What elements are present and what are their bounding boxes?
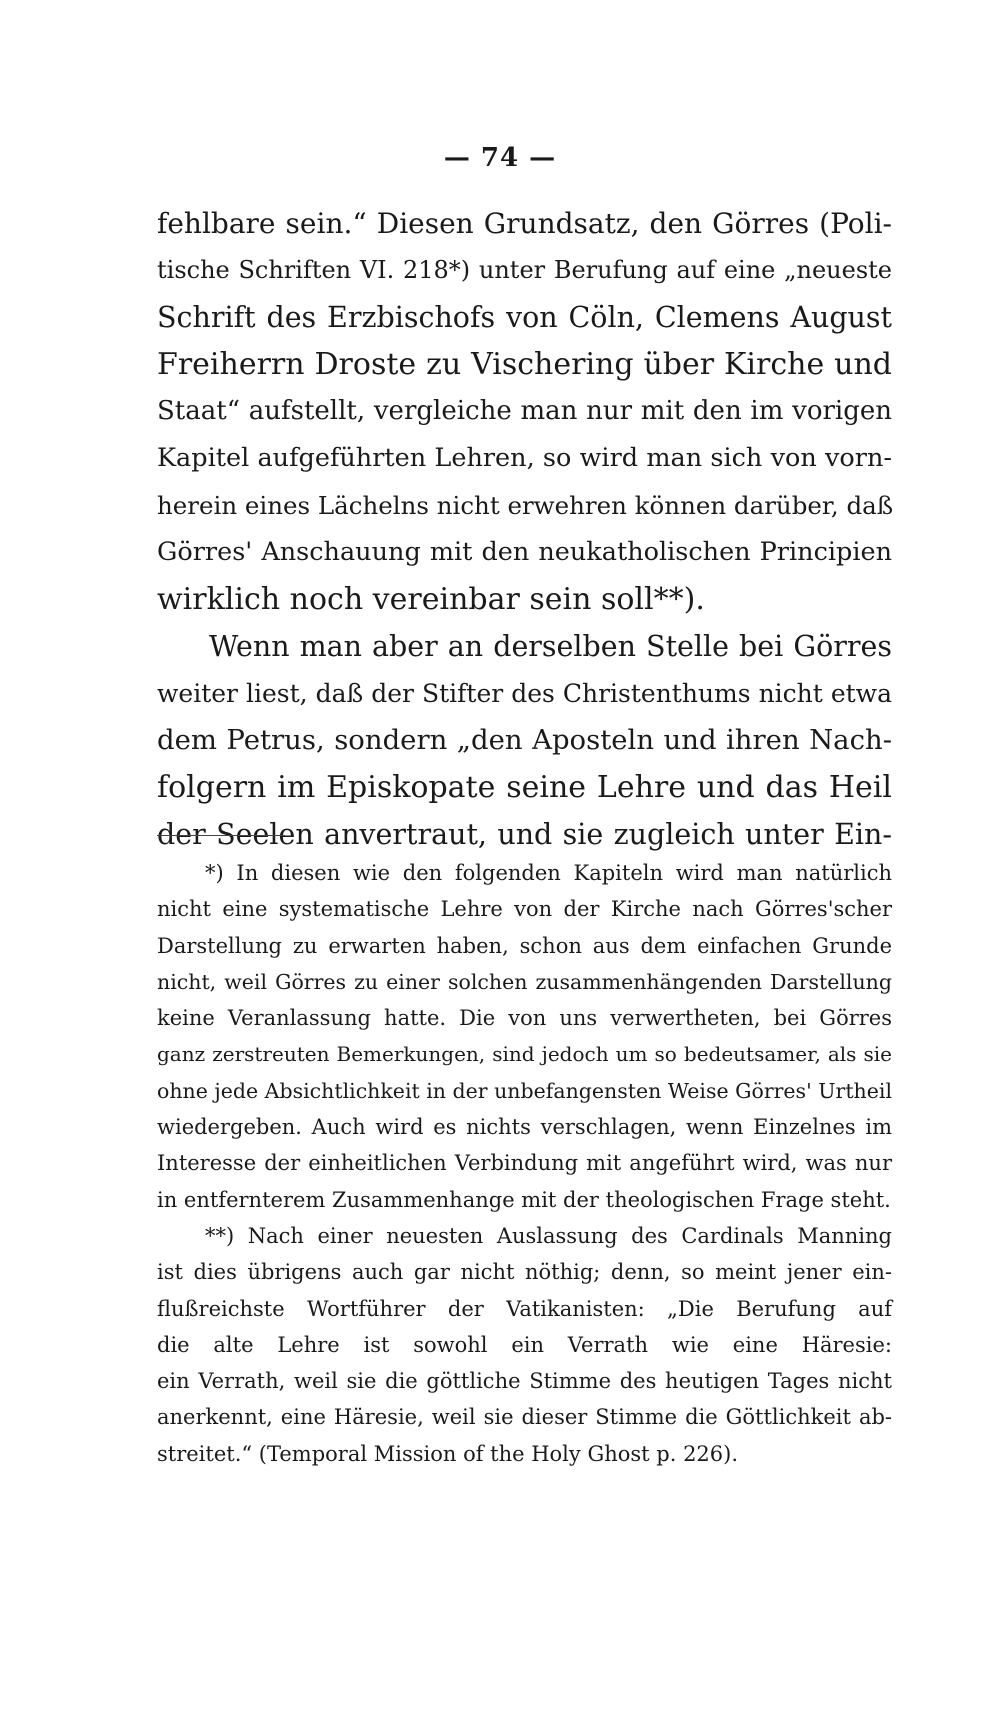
footnote-line: ganz zerstreuten Bemerkungen, sind jedoch um so bedeutsamer, als sie xyxy=(157,1042,892,1067)
text-line: herein eines Lächelns nicht erwehren können darüber, daß xyxy=(157,491,894,520)
footnote-line: ohne jede Absichtlichkeit in der unbefangensten Weise Görres' Urtheil xyxy=(157,1078,892,1103)
footnote-line: streitet.“ (Temporal Mission of the Holy Ghost p. 226). xyxy=(157,1441,739,1466)
footnote-line: ein Verrath, weil sie die göttliche Stimme des heutigen Tages nicht xyxy=(157,1369,892,1394)
main-text xyxy=(157,200,892,858)
text-line: tische Schriften VI. 218*) unter Berufung auf eine „neueste xyxy=(157,256,892,284)
footnote-line: keine Veranlassung hatte. Die von uns verwertheten, bei Görres xyxy=(157,1006,892,1031)
text-line: Kapitel aufgeführten Lehren, so wird man sich von vorn- xyxy=(157,443,892,473)
footnote-line: wiedergeben. Auch wird es nichts verschlagen, wenn Einzelnes im xyxy=(157,1115,892,1140)
footnote-line: flußreichste Wortführer der Vatikanisten: „Die Berufung auf xyxy=(157,1296,892,1321)
footnote-line: Darstellung zu erwarten haben, schon aus dem einfachen Grunde xyxy=(157,933,892,958)
footnote-line: *) In diesen wie den folgenden Kapiteln wird man natürlich xyxy=(205,861,892,885)
footnote-line: ist dies übrigens auch gar nicht nöthig; denn, so meint jener ein- xyxy=(157,1260,892,1285)
text-line: weiter liest, daß der Stifter des Christenthums nicht etwa xyxy=(157,679,892,708)
text-line: Görres' Anschauung mit den neukatholischen Principien xyxy=(157,537,892,567)
paragraph-start-line: Wenn man aber an derselben Stelle bei Görres xyxy=(209,630,892,663)
text-line: wirklich noch vereinbar sein soll**). xyxy=(157,582,705,617)
footnote-line: in entfernterem Zusammenhange mit der theologischen Frage steht. xyxy=(157,1187,891,1212)
footnote-divider xyxy=(157,835,285,836)
text-line: folgern im Episkopate seine Lehre und das Heil xyxy=(157,770,892,805)
text-line: Staat“ aufstellt, vergleiche man nur mit den im vorigen xyxy=(157,396,892,426)
page-number: — 74 — xyxy=(443,143,557,173)
footnote-line: **) Nach einer neuesten Auslassung des Cardinals Manning xyxy=(205,1223,892,1248)
footnote-line: anerkennt, eine Häresie, weil sie dieser Stimme die Göttlichkeit ab- xyxy=(157,1405,892,1430)
footnotes xyxy=(157,855,892,1472)
text-line: der Seelen anvertraut, und sie zugleich unter Ein- xyxy=(157,818,892,851)
footnote-line: nicht, weil Görres zu einer solchen zusammenhängenden Darstellung xyxy=(157,969,892,994)
text-line: Schrift des Erzbischofs von Cöln, Clemens August xyxy=(157,301,892,334)
text-line: fehlbare sein.“ Diesen Grundsatz, den Görres (Poli- xyxy=(157,207,892,240)
text-line: Freiherrn Droste zu Vischering über Kirche und xyxy=(157,347,892,382)
footnote-line: Interesse der einheitlichen Verbindung mit angeführt wird, was nur xyxy=(157,1151,892,1176)
footnote-line: die alte Lehre ist sowohl ein Verrath wie eine Häresie: xyxy=(157,1332,892,1357)
footnote-line: nicht eine systematische Lehre von der Kirche nach Görres'scher xyxy=(157,897,892,922)
text-line: dem Petrus, sondern „den Aposteln und ihren Nach- xyxy=(157,724,892,756)
